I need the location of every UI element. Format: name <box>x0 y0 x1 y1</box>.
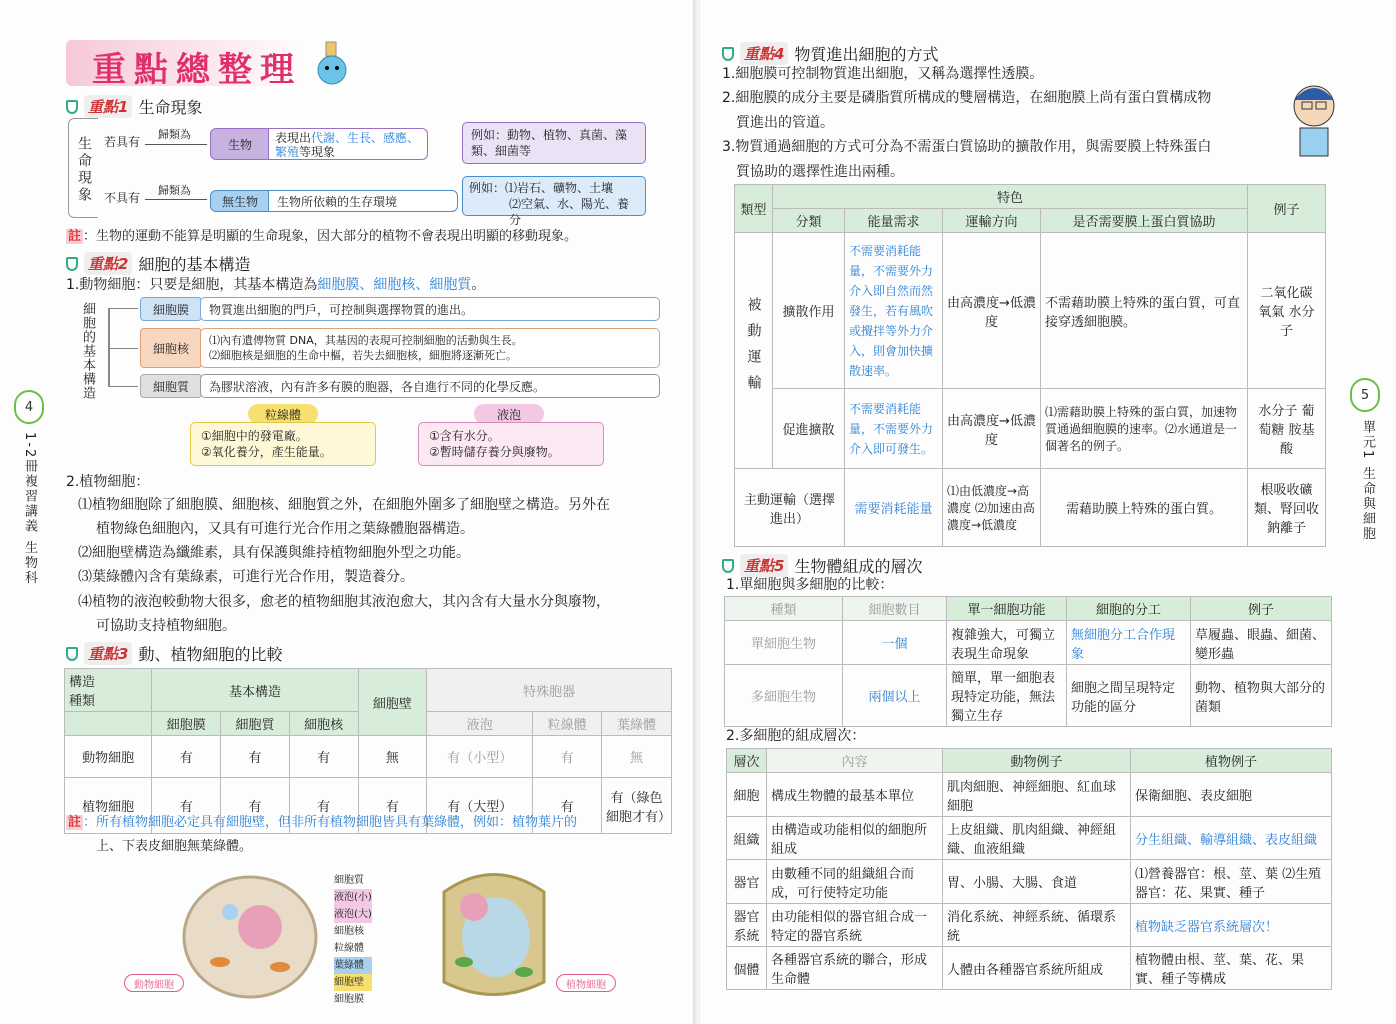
section-title: 生命現象 <box>138 98 203 117</box>
tree-branch-1 <box>108 308 138 309</box>
comparison-table: 構造 種類 基本構造 細胞壁 特殊胞器 細胞膜 細胞質 細胞核 液泡 粒線體 葉綠體 動物細胞 有 有 有 無 有（小型） 有 無 植物細胞 有 有 有 有 有（大型） 有 有（綠色細胞才有） <box>64 668 672 834</box>
abiotic-box: 無生物 <box>210 190 270 212</box>
flask-icon <box>66 257 78 271</box>
biology-desc-box: 表現出代謝、生長、感應、繁殖等現象 <box>268 128 428 160</box>
page-title: 重點總整理 <box>92 50 302 90</box>
tree-line <box>108 308 110 386</box>
plant-head: 2.植物細胞： <box>66 474 150 490</box>
abiotic-example-box: 例如：⑴岩石、礦物、土壤 ⑵空氣、水、陽光、養分 <box>462 176 646 216</box>
left-page <box>0 0 695 1024</box>
plant-line-4: ⑷植物的液泡較動物大很多，愈老的植物細胞其液泡愈大，其內含有大量水分與廢物， <box>78 594 610 610</box>
page-number-tab: 5 <box>1350 378 1380 412</box>
animal-cell-line: 1.動物細胞：只要是細胞，其基本構造為細胞膜、細胞核、細胞質。 <box>66 277 486 293</box>
arrow-1 <box>145 144 207 145</box>
section-title: 生物體組成的層次 <box>794 557 923 576</box>
nucleus-desc: ⑴內有遺傳物質 DNA，其基因的表現可控制細胞的活動與生長。 ⑵細胞核是細胞的生命中樞，若失去細胞核，細胞將逐漸死亡。 <box>200 328 660 368</box>
page-number-tab: 4 <box>14 390 44 424</box>
mito-box: ①細胞中的發電廠。 ②氧化養分，產生能量。 <box>190 422 376 466</box>
th-structure: 構造 種類 <box>65 669 152 712</box>
vacuole-box: ①含有水分。 ②暫時儲存養分與廢物。 <box>418 422 604 466</box>
biology-box: 生物 <box>210 128 270 160</box>
th-sub: 細胞質 <box>221 712 290 736</box>
note-3: 註 ：所有植物細胞必定具有細胞壁，但非所有植物細胞皆具有葉綠體，例如：植物葉片的 <box>68 815 578 830</box>
p4-line-3b: 質協助的選擇性進出兩種。 <box>736 164 904 180</box>
section-title: 細胞的基本構造 <box>138 255 251 274</box>
life-vertical-label: 生命現象 <box>76 136 92 204</box>
th-sub: 粒線體 <box>533 712 602 736</box>
section-1-header <box>66 95 202 118</box>
classify-label-2: 歸類為 <box>158 184 191 197</box>
mascot-flask-icon <box>312 40 352 86</box>
plant-line-2: ⑵細胞壁構造為纖維素，具有保護與維持植物細胞外型之功能。 <box>78 545 470 561</box>
th-example: 例子 <box>1248 185 1326 233</box>
passive-cell: 被動運輸 <box>735 233 773 469</box>
plant-line-1b: 植物綠色細胞內，又具有可進行光合作用之葉綠體胞器構造。 <box>96 521 474 537</box>
boy-mascot-icon <box>1284 82 1344 158</box>
p4-line-3: 3.物質通過細胞的方式可分為不需蛋白質協助的擴散作用，與需要膜上特殊蛋白 <box>722 139 1212 155</box>
biology-example-box: 例如：動物、植物、真菌、藻類、細菌等 <box>462 122 646 164</box>
hasnot-label: 不具有 <box>104 191 141 205</box>
tree-branch-2 <box>108 348 138 349</box>
section-3-header <box>66 642 282 665</box>
section-title: 物質進出細胞的方式 <box>794 45 939 64</box>
membrane-label: 細胞膜 <box>140 297 202 321</box>
section-title: 動、植物細胞的比較 <box>138 645 283 664</box>
plant-line-3: ⑶葉綠體內含有葉綠素，可進行光合作用，製造養分。 <box>78 569 414 585</box>
plant-line-1: ⑴植物細胞除了細胞膜、細胞核、細胞質之外，在細胞外圍多了細胞壁之構造。另外在 <box>78 497 610 513</box>
side-book-title: 1-2冊複習講義 生物科 <box>22 432 37 586</box>
animal-cell-caption: 動物細胞 <box>124 974 184 992</box>
note-3b: 上、下表皮細胞無葉綠體。 <box>96 839 253 854</box>
th-type: 類型 <box>735 185 773 233</box>
th-blank <box>65 712 152 736</box>
has-label: 若具有 <box>104 135 141 149</box>
p4-line-2b: 質進出的管道。 <box>736 115 834 131</box>
note-1: 註 ：生物的運動不能算是明顯的生命現象，因大部分的植物不會表現出明顯的移動現象。 <box>68 229 578 244</box>
th-sub: 液泡 <box>427 712 533 736</box>
th-wall: 細胞壁 <box>358 669 427 736</box>
transport-table: 類型 特色 例子 分類 能量需求 運輸方向 是否需要膜上蛋白質協助 被動運輸 擴散作用 不需要消耗能量，不需要外力介入即自然而然發生，若有風吹或攪拌等外力介入，則會加快擴散速率。 由高濃度→低濃度 不需藉助膜上特殊的蛋白質，可直接穿透細胞膜。 二氧化碳 氧氣 水分子 促進擴散 不需要消耗能量，不需要外力介入即可發生。 由高濃度→低濃度 ⑴需藉助膜上特殊的蛋白質，加速物質通過細胞膜的速率。⑵水通道是一個著名的例子。 水分子 葡萄糖 胺基酸 主動運輸（選擇進出） 需要消耗能量 ⑴由低濃度→高濃度 ⑵加速由高濃度→低濃度 需藉助膜上特殊的蛋白質。 根吸收礦類、腎回收鈉離子 <box>734 184 1326 547</box>
levels-table: 層次 內容 動物例子 植物例子 細胞 構成生物體的最基本單位 肌肉細胞、神經細胞、紅血球細胞 保衛細胞、表皮細胞 組織 由構造或功能相似的細胞所組成 上皮組織、肌肉組織、神經組織、血液組織 分生組織、輸導組織、表皮組織 器官 由數種不同的組織組合而成，可行使特定功能 胃、小腸、大腸、食道 ⑴營養器官：根、莖、葉 ⑵生殖器官：花、果實、種子 器官系統 由功能相似的器官組合成一特定的器官系統 消化系統、神經系統、循環系統 植物缺乏器官系統層次！ 個體 各種器官系統的聯合，形成生命體 人體由各種器官系統所組成 植物體由根、莖、葉、花、果實、種子等構成 <box>726 748 1332 990</box>
plant-line-4b: 可協助支持植物細胞。 <box>96 618 236 634</box>
th-special: 特殊胞器 <box>427 669 672 712</box>
th-sub: 細胞核 <box>289 712 358 736</box>
section-badge: 重點3 <box>84 642 132 665</box>
membrane-desc: 物質進出細胞的門戶，可控制與選擇物質的進出。 <box>200 297 660 321</box>
side-unit-title: 單元1 生命與細胞 <box>1360 420 1375 542</box>
arrow-2 <box>145 199 207 200</box>
figure-labels: 細胞質 液泡(小) 液泡(大) 細胞核 粒線體 葉綠體 細胞壁 細胞膜 <box>334 875 372 1005</box>
cell-structure-vertical: 細胞的基本構造 <box>80 302 95 400</box>
tree-branch-3 <box>108 386 138 387</box>
p5-line-1: 1.單細胞與多細胞的比較： <box>726 577 894 593</box>
classify-label-1: 歸類為 <box>158 128 191 141</box>
flask-icon <box>66 100 78 114</box>
vacuole-label: 液泡 <box>474 404 544 424</box>
p5-line-2: 2.多細胞的組成層次： <box>726 728 866 744</box>
flask-icon <box>722 47 734 61</box>
section-badge: 重點1 <box>84 95 132 118</box>
th-sub: 細胞膜 <box>152 712 221 736</box>
nucleus-label: 細胞核 <box>140 328 202 368</box>
right-page <box>700 0 1396 1024</box>
plant-cell-figure <box>434 862 554 1002</box>
unicell-table: 種類 細胞數目 單一細胞功能 細胞的分工 例子 單細胞生物 一個 複雜強大，可獨立表現生命現象 無細胞分工合作現象 草履蟲、眼蟲、細菌、變形蟲 多細胞生物 兩個以上 簡單，單一細胞表現特定功能，無法獨立生存 細胞之間呈現特定功能的區分 動物、植物與大部分的菌類 <box>724 596 1332 727</box>
plant-cell-caption: 植物細胞 <box>556 974 616 992</box>
flask-icon <box>722 559 734 573</box>
th-sub: 葉綠體 <box>602 712 672 736</box>
cytoplasm-desc: 為膠狀溶液，內有許多有膜的胞器，各自進行不同的化學反應。 <box>200 374 660 398</box>
flask-icon <box>66 647 78 661</box>
section-badge: 重點5 <box>740 554 788 577</box>
section-badge: 重點4 <box>740 42 788 65</box>
section-badge: 重點2 <box>84 252 132 275</box>
animal-cell-figure <box>180 872 320 1002</box>
th-basic: 基本構造 <box>152 669 358 712</box>
cytoplasm-label: 細胞質 <box>140 374 202 398</box>
p4-line-1: 1.細胞膜可控制物質進出細胞，又稱為選擇性透膜。 <box>722 66 1044 82</box>
mito-label: 粒線體 <box>248 404 318 424</box>
p4-line-2: 2.細胞膜的成分主要是磷脂質所構成的雙層構造，在細胞膜上尚有蛋白質構成物 <box>722 90 1212 106</box>
th-feature: 特色 <box>773 185 1248 209</box>
section-2-header <box>66 252 250 275</box>
abiotic-desc-box: 生物所依賴的生存環境 <box>268 190 458 212</box>
